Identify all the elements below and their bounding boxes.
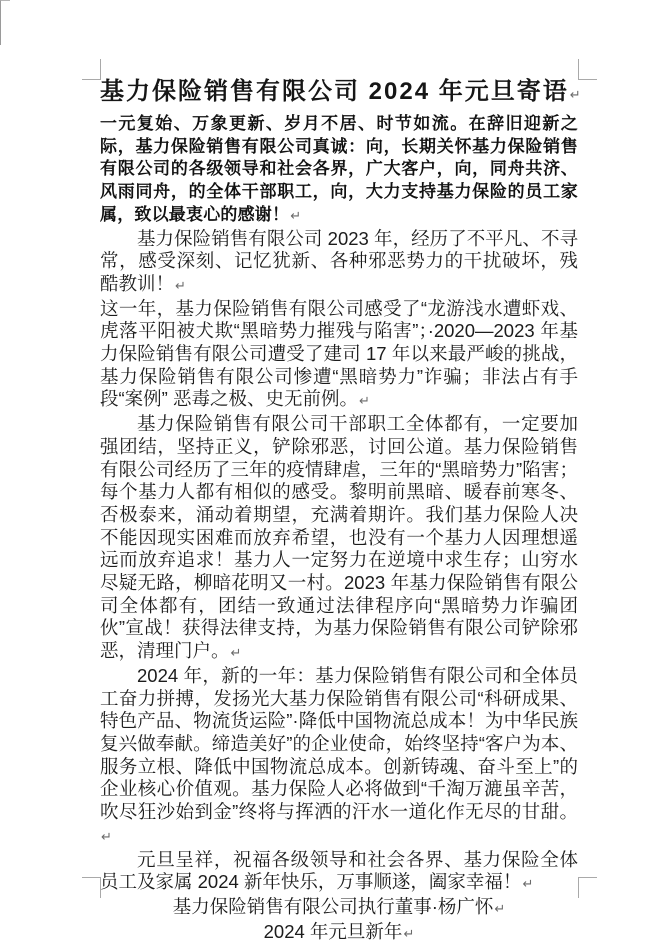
signature-line[interactable] [100, 896, 578, 921]
paragraph-text: 基力保险销售有限公司执行董事·杨广怀 [172, 895, 494, 917]
paragraph-mark-icon: ↵ [358, 393, 370, 409]
body-paragraph[interactable] [100, 849, 578, 896]
paragraph-mark-icon: ↵ [175, 277, 186, 293]
paragraph-mark-icon: ↵ [569, 87, 581, 102]
document-text-area[interactable] [100, 76, 581, 945]
page-edge-line [0, 0, 10, 45]
text-boundary-mark-top-left [82, 59, 101, 80]
paragraph-text: 这一年，基力保险销售有限公司感受了“龙游浅水遭虾戏、虎落平阳被犬欺“黑暗势力摧残与陷害”；·2020—2023 年基力保险销售有限公司遭受了建司 17 年以来最严峻的挑战，基力保险销售有限公司惨遭“黑暗势力”诈骗；非法占有手段“案例” 恶毒之极、史无前例。 [100, 297, 578, 410]
document-title[interactable] [100, 76, 581, 111]
paragraph-text: 基力保险销售有限公司 2023 年，经历了不平凡、不寻常，感受深刻、记忆犹新、各种邪恶势力的干扰破坏，残酷教训！ [100, 227, 578, 294]
paragraph-text: 2024 年，新的一年：基力保险销售有限公司和全体员工奋力拼搏，发扬光大基力保险销售有限公司“科研成果、特色产品、物流货运险”·降低中国物流总成本！为中华民族复兴做奉献。缔造美好”的企业使命，始终坚持“客户为本、服务立根、降低中国物流总成本。创新铸魂、奋斗至上”的企业核心价值观。基力保险人必将做到“千淘万漉虽辛苦，吹尽狂沙始到金”终将与挥洒的汗水一道化作无尽的甘甜。 [100, 664, 578, 823]
paragraph-mark-icon: ↵ [494, 900, 506, 916]
date-line[interactable] [100, 921, 578, 945]
paragraph-text: 2024 年元旦新年 [263, 920, 403, 942]
paragraph-text: 一元复始、万象更新、岁月不居、时节如流。在辞旧迎新之际，基力保险销售有限公司真诚：向，长期关怀基力保险销售有限公司的各级领导和社会各界，广大客户，向，同舟共济、风雨同舟，的全体干部职工，向，大力支持基力保险的员工家属，致以最衷心的感谢！ [100, 114, 578, 224]
paragraph-mark-icon: ↵ [101, 828, 112, 844]
paragraph-text: 基力保险销售有限公司干部职工全体都有，一定要加强团结，坚持正义，铲除邪恶，讨回公道。基力保险销售有限公司经历了三年的疫情肆虐，三年的“黑暗势力”陷害；每个基力人都有相似的感受。黎明前黑暗、暖春前寒冬、否极泰来，涌动着期望，充满着期许。我们基力保险人决不能因现实困难而放弃希望，也没有一个基力人因理想遥远而放弃追求！基力人一定努力在逆境中求生存；山穷水尽疑无路，柳暗花明又一村。2023 年基力保险销售有限公司全体都有，团结一致通过法律程序向“黑暗势力诈骗团伙”宣战！获得法律支持，为基力保险销售有限公司铲除邪恶，清理门户。 [100, 413, 578, 662]
text-boundary-mark-bottom-left [82, 877, 101, 898]
body-paragraph[interactable] [100, 298, 578, 414]
paragraph-mark-icon: ↵ [522, 876, 534, 892]
paragraph-text: 元旦呈祥，祝福各级领导和社会各界、基力保险全体员工及家属 2024 新年快乐，万事顺遂，阖家幸福！ [100, 848, 578, 893]
paragraph-mark-icon: ↵ [403, 925, 415, 941]
document-title-text: 基力保险销售有限公司 2024 年元旦寄语 [100, 78, 569, 105]
text-boundary-mark-top-right [578, 59, 597, 80]
intro-paragraph[interactable] [100, 113, 578, 228]
body-paragraph[interactable] [100, 413, 578, 665]
text-boundary-mark-bottom-right [578, 877, 597, 898]
paragraph-mark-icon: ↵ [290, 207, 302, 223]
body-paragraph[interactable] [100, 228, 578, 298]
paragraph-mark-icon: ↵ [230, 645, 242, 661]
body-paragraph[interactable] [100, 665, 578, 849]
